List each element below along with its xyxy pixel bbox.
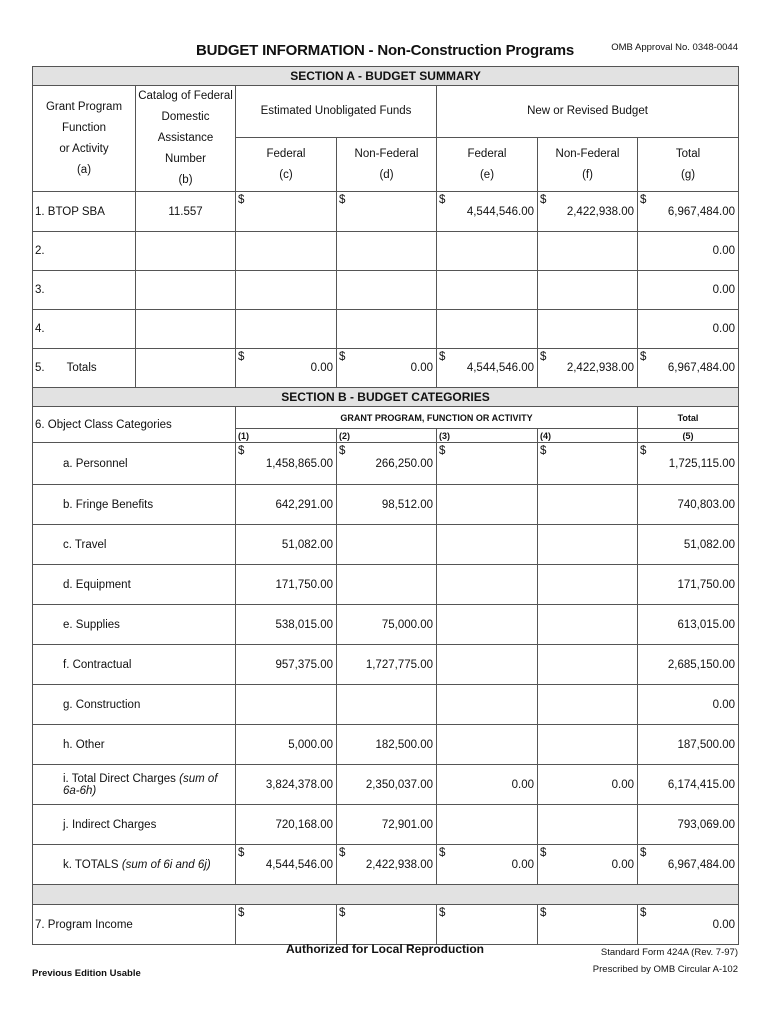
standard-form-note: Standard Form 424A (Rev. 7-97) Prescribed by OMB Circular A-102 [592, 947, 738, 975]
travel-label: c. Travel [33, 525, 236, 565]
contractual-c3[interactable] [437, 645, 538, 685]
totals-f[interactable]: $ 2,422,938.00 [538, 349, 638, 388]
new-budget-header: New or Revised Budget [437, 86, 739, 138]
form-title: BUDGET INFORMATION - Non-Construction Programs [195, 42, 574, 59]
category-row-supplies [33, 605, 739, 645]
contractual-c2[interactable]: 1,727,775.00 [337, 645, 437, 685]
row2-activity[interactable]: 2. [33, 232, 136, 271]
income-c3[interactable]: $ [437, 905, 538, 945]
indirect-label: j. Indirect Charges [33, 805, 236, 845]
other-label: h. Other [33, 725, 236, 765]
object-class-label: 6. Object Class Categories [33, 407, 236, 443]
row4-g[interactable]: 0.00 [638, 310, 739, 349]
col5-header: (5) [638, 429, 739, 443]
other-c4[interactable] [538, 725, 638, 765]
section-a-title: SECTION A - BUDGET SUMMARY [33, 67, 739, 86]
grant-program-header: GRANT PROGRAM, FUNCTION OR ACTIVITY [236, 407, 638, 429]
contractual-c1[interactable]: 957,375.00 [236, 645, 337, 685]
personnel-label: a. Personnel [33, 443, 236, 485]
row1-activity[interactable]: 1. BTOP SBA [33, 192, 136, 232]
personnel-c3[interactable]: $ [437, 443, 538, 485]
equipment-c4[interactable] [538, 565, 638, 605]
travel-c1[interactable]: 51,082.00 [236, 525, 337, 565]
totals-b-c3[interactable]: $ 0.00 [437, 845, 538, 885]
col-c-header: Federal (c) [236, 138, 337, 192]
row1-c[interactable]: $ [236, 192, 337, 232]
construction-label: g. Construction [33, 685, 236, 725]
equipment-c5[interactable]: 171,750.00 [638, 565, 739, 605]
row3-activity[interactable]: 3. [33, 271, 136, 310]
personnel-c2[interactable]: $ 266,250.00 [337, 443, 437, 485]
row1-g[interactable]: $ 6,967,484.00 [638, 192, 739, 232]
travel-c3[interactable] [437, 525, 538, 565]
table-row [33, 310, 739, 349]
direct-c4[interactable]: 0.00 [538, 765, 638, 805]
row1-d[interactable]: $ [337, 192, 437, 232]
row4-c[interactable] [236, 310, 337, 349]
construction-c3[interactable] [437, 685, 538, 725]
fringe-c3[interactable] [437, 485, 538, 525]
category-row-totals [33, 845, 739, 885]
section-b-title: SECTION B - BUDGET CATEGORIES [33, 388, 739, 407]
col-f-header: Non-Federal (f) [538, 138, 638, 192]
totals-c[interactable]: $ 0.00 [236, 349, 337, 388]
col4-header: (4) [538, 429, 638, 443]
totals-b-c5[interactable]: $ 6,967,484.00 [638, 845, 739, 885]
budget-table [32, 66, 739, 945]
other-c2[interactable]: 182,500.00 [337, 725, 437, 765]
supplies-c3[interactable] [437, 605, 538, 645]
row2-e[interactable] [437, 232, 538, 271]
omb-approval: OMB Approval No. 0348-0044 [611, 42, 738, 53]
program-income-row [33, 905, 739, 945]
contractual-c5[interactable]: 2,685,150.00 [638, 645, 739, 685]
row4-d[interactable] [337, 310, 437, 349]
direct-c2[interactable]: 2,350,037.00 [337, 765, 437, 805]
category-row-fringe [33, 485, 739, 525]
table-row [33, 232, 739, 271]
direct-c1[interactable]: 3,824,378.00 [236, 765, 337, 805]
estimated-funds-header: Estimated Unobligated Funds [236, 86, 437, 138]
col-e-header: Federal (e) [437, 138, 538, 192]
row4-e[interactable] [437, 310, 538, 349]
totals-e[interactable]: $ 4,544,546.00 [437, 349, 538, 388]
totals-d[interactable]: $ 0.00 [337, 349, 437, 388]
category-row-direct [33, 765, 739, 805]
row4-catalog[interactable] [136, 310, 236, 349]
travel-c2[interactable] [337, 525, 437, 565]
income-c5[interactable]: $ 0.00 [638, 905, 739, 945]
col-a-header: Grant Program Function or Activity (a) [33, 86, 136, 192]
table-row [33, 192, 739, 232]
contractual-c4[interactable] [538, 645, 638, 685]
category-row-personnel [33, 443, 739, 485]
income-c1[interactable]: $ [236, 905, 337, 945]
previous-edition: Previous Edition Usable [32, 968, 141, 979]
equipment-label: d. Equipment [33, 565, 236, 605]
personnel-c1[interactable]: $ 1,458,865.00 [236, 443, 337, 485]
category-row-indirect [33, 805, 739, 845]
indirect-c3[interactable] [437, 805, 538, 845]
totals-b-label: k. TOTALS (sum of 6i and 6j) [33, 845, 236, 885]
equipment-c1[interactable]: 171,750.00 [236, 565, 337, 605]
supplies-label: e. Supplies [33, 605, 236, 645]
supplies-c1[interactable]: 538,015.00 [236, 605, 337, 645]
table-row [33, 271, 739, 310]
totals-row [33, 349, 739, 388]
row4-f[interactable] [538, 310, 638, 349]
construction-c1[interactable] [236, 685, 337, 725]
totals-g[interactable]: $ 6,967,484.00 [638, 349, 739, 388]
equipment-c2[interactable] [337, 565, 437, 605]
spacer-row [33, 885, 739, 905]
travel-c5[interactable]: 51,082.00 [638, 525, 739, 565]
totals-catalog [136, 349, 236, 388]
fringe-c4[interactable] [538, 485, 638, 525]
row3-d[interactable] [337, 271, 437, 310]
equipment-c3[interactable] [437, 565, 538, 605]
indirect-c5[interactable]: 793,069.00 [638, 805, 739, 845]
personnel-c5[interactable]: $ 1,725,115.00 [638, 443, 739, 485]
row3-f[interactable] [538, 271, 638, 310]
row2-g[interactable]: 0.00 [638, 232, 739, 271]
supplies-c4[interactable] [538, 605, 638, 645]
direct-label: i. Total Direct Charges (sum of 6a-6h) [33, 765, 236, 805]
row4-activity[interactable]: 4. [33, 310, 136, 349]
row2-d[interactable] [337, 232, 437, 271]
fringe-label: b. Fringe Benefits [33, 485, 236, 525]
col1-header: (1) [236, 429, 337, 443]
total-header: Total [638, 407, 739, 429]
col-d-header: Non-Federal (d) [337, 138, 437, 192]
row3-g[interactable]: 0.00 [638, 271, 739, 310]
category-row-construction [33, 685, 739, 725]
row3-catalog[interactable] [136, 271, 236, 310]
totals-label: 5. Totals [33, 349, 136, 388]
construction-c4[interactable] [538, 685, 638, 725]
fringe-c5[interactable]: 740,803.00 [638, 485, 739, 525]
row2-catalog[interactable] [136, 232, 236, 271]
category-row-travel [33, 525, 739, 565]
supplies-c5[interactable]: 613,015.00 [638, 605, 739, 645]
totals-b-c1[interactable]: $ 4,544,546.00 [236, 845, 337, 885]
contractual-label: f. Contractual [33, 645, 236, 685]
other-c3[interactable] [437, 725, 538, 765]
fringe-c2[interactable]: 98,512.00 [337, 485, 437, 525]
other-c5[interactable]: 187,500.00 [638, 725, 739, 765]
row3-e[interactable] [437, 271, 538, 310]
row1-catalog[interactable]: 11.557 [136, 192, 236, 232]
indirect-c2[interactable]: 72,901.00 [337, 805, 437, 845]
direct-c3[interactable]: 0.00 [437, 765, 538, 805]
supplies-c2[interactable]: 75,000.00 [337, 605, 437, 645]
construction-c2[interactable] [337, 685, 437, 725]
construction-c5[interactable]: 0.00 [638, 685, 739, 725]
row2-c[interactable] [236, 232, 337, 271]
col2-header: (2) [337, 429, 437, 443]
personnel-c4[interactable]: $ [538, 443, 638, 485]
row3-c[interactable] [236, 271, 337, 310]
totals-b-c2[interactable]: $ 2,422,938.00 [337, 845, 437, 885]
income-c2[interactable]: $ [337, 905, 437, 945]
fringe-c1[interactable]: 642,291.00 [236, 485, 337, 525]
col3-header: (3) [437, 429, 538, 443]
travel-c4[interactable] [538, 525, 638, 565]
col-g-header: Total (g) [638, 138, 739, 192]
indirect-c1[interactable]: 720,168.00 [236, 805, 337, 845]
totals-b-c4[interactable]: $ 0.00 [538, 845, 638, 885]
program-income-label: 7. Program Income [33, 905, 236, 945]
category-row-contractual [33, 645, 739, 685]
category-row-equipment [33, 565, 739, 605]
income-c4[interactable]: $ [538, 905, 638, 945]
category-row-other [33, 725, 739, 765]
indirect-c4[interactable] [538, 805, 638, 845]
authorized-text: Authorized for Local Reproduction [286, 942, 484, 956]
col-b-header: Catalog of Federal Domestic Assistance Number (b) [136, 86, 236, 192]
row1-e[interactable]: $ 4,544,546.00 [437, 192, 538, 232]
other-c1[interactable]: 5,000.00 [236, 725, 337, 765]
row2-f[interactable] [538, 232, 638, 271]
direct-c5[interactable]: 6,174,415.00 [638, 765, 739, 805]
row1-f[interactable]: $ 2,422,938.00 [538, 192, 638, 232]
